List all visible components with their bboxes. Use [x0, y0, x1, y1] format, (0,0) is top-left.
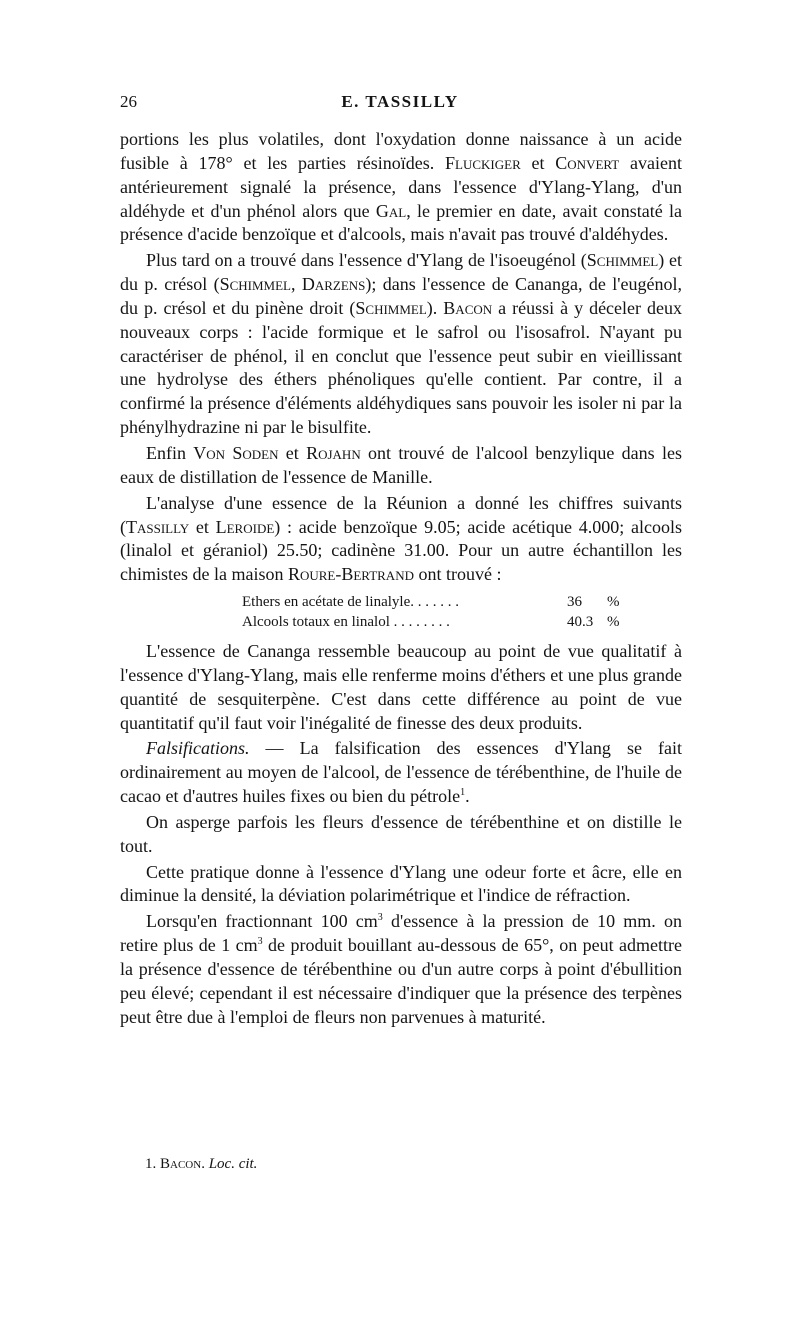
footnote-author: Bacon — [160, 1156, 202, 1172]
text-segment: Schimmel — [586, 250, 659, 271]
text-segment: On asperge parfois les fleurs d'essence de térébenthine et on distille le tout. — [120, 811, 682, 856]
text-segment: Fluckiger — [445, 152, 521, 173]
running-title: E. TASSILLY — [341, 92, 459, 111]
text-segment: . — [465, 786, 470, 807]
text-segment: et — [520, 152, 556, 173]
text-segment: ont trouvé de l'alcool benzylique dans les eaux de distillation de l'essence de Manille. — [120, 442, 682, 487]
text-segment: Roure-Bertrand — [287, 564, 414, 585]
paragraph — [120, 640, 682, 735]
text-segment: — La falsification des essences d'Ylang se fait ordinairement au moyen de l'alcool, de l'essence de térébenthine, de l'huile de cacao et d'autres huiles fixes ou bien du pétrole — [120, 738, 682, 807]
table-row — [242, 592, 682, 612]
paragraph — [120, 861, 682, 909]
text-segment: Plus tard on a trouvé dans l'essence d'Ylang de l'isoeugénol ( — [146, 250, 587, 271]
text-segment: Enfin — [146, 442, 194, 463]
text-segment: Schimmel — [355, 297, 427, 318]
text-segment: Cette pratique donne à l'essence d'Ylang une odeur forte et âcre, elle en diminue la densité, la déviation polarimétrique et l'indice de réfraction. — [120, 861, 682, 906]
text-segment: Tassilly — [126, 516, 190, 537]
text-segment: Bacon — [443, 297, 493, 318]
text-segment: ) et du p. crésol ( — [120, 250, 683, 295]
text-segment: Rojahn — [306, 442, 361, 463]
text-segment: Von Soden — [193, 442, 279, 463]
text-segment: , le premier en date, avait constaté la présence d'acide benzoïque et d'alcools, mais n'avait pas trouvé d'aldéhydes. — [120, 200, 683, 245]
table-value: 36 — [567, 594, 582, 611]
superscript: 3 — [377, 912, 383, 924]
text-segment: a réussi à y déceler deux nouveaux corps : l'acide formique et le safrol ou l'isosafrol. N'ayant pu caractériser de phénol, il en conclut que l'essence peut subir en vieillissant une hydrolyse des éthers phénoliques qu'elle contient. Par contre, il a confirmé la présence d'éléments aldéhydiques sans pouvoir les isoler ni par la phénylhydrazine ni par le bisulfite. — [120, 297, 683, 438]
table-unit: % — [607, 614, 620, 631]
superscript: 3 — [257, 936, 263, 948]
text-segment: ont trouvé : — [413, 564, 502, 585]
paragraph — [120, 249, 682, 440]
table-value: 40.3 — [567, 614, 594, 631]
page-number: 26 — [120, 92, 137, 111]
footnote — [145, 1156, 257, 1173]
text-segment: Leroide — [215, 516, 275, 537]
paragraph — [120, 492, 682, 587]
text-segment: Gal — [375, 200, 407, 221]
text-segment: portions les plus volatiles, dont l'oxydation donne naissance à un acide fusible à 178° et les parties résinoïdes. — [120, 129, 682, 173]
footnote-sep: . — [201, 1156, 209, 1172]
text-segment: Lorsqu'en fractionnant 100 cm — [146, 911, 378, 932]
footnote-ref: Loc. cit. — [208, 1156, 258, 1172]
superscript: 1 — [460, 787, 466, 799]
paragraph — [120, 811, 682, 859]
paragraph — [120, 442, 682, 490]
footnote-number: 1. — [145, 1156, 157, 1172]
text-segment: et — [189, 516, 216, 537]
analysis-table — [242, 592, 682, 632]
text-segment: Schimmel, Darzens — [219, 274, 366, 295]
text-segment: Falsifications. — [146, 738, 250, 759]
body-text — [120, 128, 682, 1032]
text-segment: ); dans l'essence de Cananga, de l'eugénol, du p. crésol et du pinène droit ( — [120, 274, 682, 318]
page-header — [120, 92, 680, 122]
table-unit: % — [607, 594, 620, 611]
text-segment: et — [278, 442, 307, 463]
text-segment: ). — [426, 297, 444, 318]
paragraph — [120, 737, 682, 809]
paragraph — [120, 910, 682, 1029]
table-label: Ethers en acétate de linalyle. . . . . . . — [242, 594, 459, 611]
text-segment: Convert — [555, 152, 620, 173]
text-segment: d'essence à la pression de 10 mm. on retire plus de 1 cm — [120, 911, 682, 956]
text-segment: avaient antérieurement signalé la présence, dans l'essence d'Ylang-Ylang, d'un aldéhyde et d'un phénol alors que — [120, 152, 682, 221]
text-segment: de produit bouillant au-dessous de 65°, on peut admettre la présence d'essence de térébenthine ou d'un autre corps à point d'ébullition peu élevé; cependant il est nécessaire d'indiquer que la présence des terpènes peut être due à l'emploi de fleurs non parvenues à maturité. — [120, 935, 682, 1027]
paragraph — [120, 128, 682, 247]
table-label: Alcools totaux en linalol . . . . . . . . — [242, 614, 450, 631]
table-row — [242, 612, 682, 632]
text-segment: L'essence de Cananga ressemble beaucoup au point de vue qualitatif à l'essence d'Ylang-Ylang, mais elle renferme moins d'éthers et une plus grande quantité de sesquiterpène. C'est dans cette différence au point de vue quantitatif qu'il faut voir l'inégalité de finesse des deux produits. — [120, 641, 682, 733]
text-segment: ) : acide benzoïque 9.05; acide acétique 4.000; alcools (linalol et géraniol) 25.50; cadinène 31.00. Pour un autre échantillon les chimistes de la maison — [120, 516, 682, 585]
text-segment: L'analyse d'une essence de la Réunion a donné les chiffres suivants ( — [120, 492, 682, 537]
